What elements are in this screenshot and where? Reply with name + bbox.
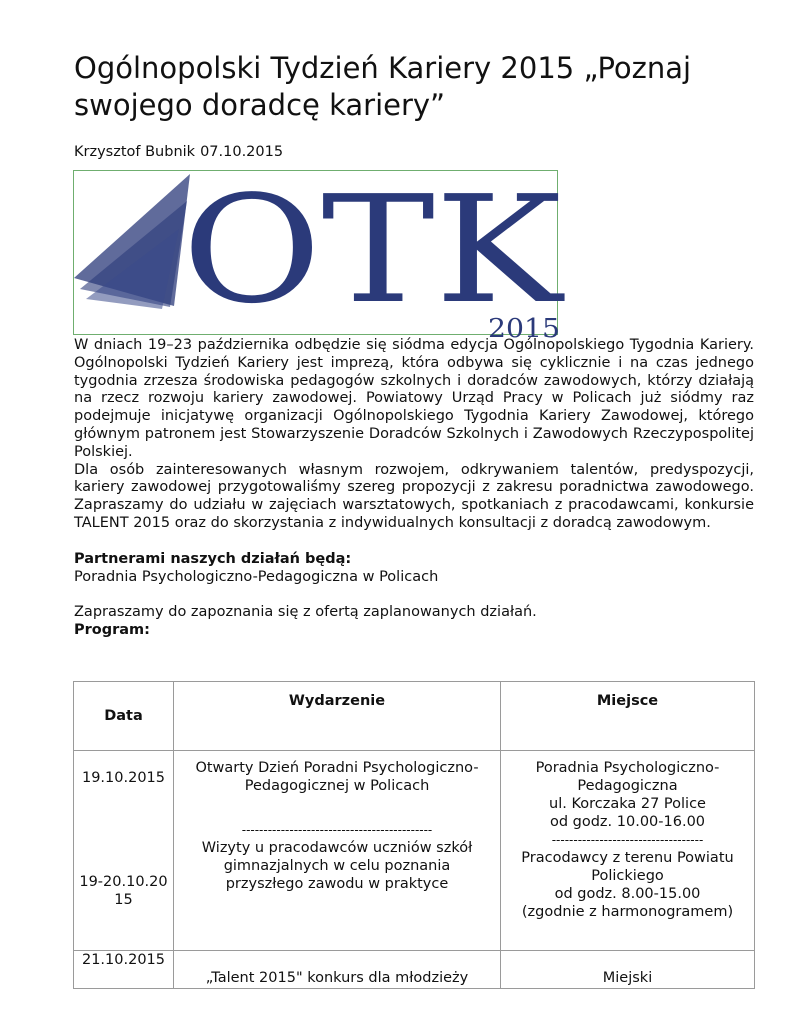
offer-paragraph: Dla osób zainteresowanych własnym rozwojem, odkrywaniem talentów, predyspozycji, kariery zawodowej przygotowaliśmy szereg propozycji z zakresu poradnictwa zawodowego. Zapraszamy do udziału w zajęciach warsztatowych, spotkaniach z pracodawcami, konkursie TALENT 2015 oraz do skorzystania z indywidualnych konsultacji z doradcą zawodowym.	[74, 461, 754, 531]
logo-text: OTK	[182, 164, 565, 336]
separator-line: -----------------------------------	[551, 833, 704, 847]
place-cell	[501, 951, 755, 989]
publish-date: 07.10.2015	[200, 144, 284, 160]
place-text: Miejski	[602, 970, 653, 986]
invite-text: Zapraszamy do zapoznania się z ofertą zaplanowanych działań.	[74, 604, 537, 621]
table-row	[74, 751, 755, 951]
table-row	[74, 951, 755, 989]
place-text: Pracodawcy z terenu Powiatu Polickiego	[521, 850, 734, 884]
program-table	[73, 681, 755, 989]
partners-text: Poradnia Psychologiczno-Pedagogiczna w Policach	[74, 568, 439, 585]
separator-line: --------------------------------------------	[241, 823, 433, 837]
partners-heading: Partnerami naszych działań będą:	[74, 550, 352, 567]
otk-logo-image	[73, 164, 565, 344]
date-cell	[74, 751, 174, 951]
article-meta	[74, 143, 288, 161]
event-text: Wizyty u pracodawców uczniów szkół gimnazjalnych w celu poznania przyszłego zawodu w praktyce	[201, 840, 473, 892]
event-text: „Talent 2015" konkurs dla młodzieży	[205, 970, 469, 986]
event-cell	[174, 951, 501, 989]
intro-paragraph: W dniach 19–23 października odbędzie się siódma edycja Ogólnopolskiego Tygodnia Kariery. Ogólnopolski Tydzień Kariery jest imprezą, która odbywa się cyklicznie i na czas jednego tygodnia zrzesza środowiska pedagogów szkolnych i doradców zawodowych, którzy działają na rzecz rozwoju kariery zawodowej. Powiatowy Urząd Pracy w Policach już siódmy raz podejmuje inicjatywę organizacji Ogólnopolskiego Tygodnia Kariery Zawodowej, którego głównym patronem jest Stowarzyszenie Doradców Szkolnych i Zawodowych Rzeczypospolitej Polskiej.	[74, 337, 754, 460]
logo-year: 2015	[488, 314, 560, 344]
place-text: od godz. 10.00-16.00	[549, 814, 706, 830]
date-text: 19-20.10.2015	[79, 874, 168, 908]
otk-logo-icon	[74, 164, 565, 344]
date-cell	[74, 951, 174, 989]
place-text: Poradnia Psychologiczno-Pedagogiczna	[535, 760, 720, 794]
place-text: (zgodnie z harmonogramem)	[521, 904, 734, 920]
place-cell	[501, 751, 755, 951]
article-body	[74, 337, 754, 640]
program-heading: Program:	[74, 622, 150, 639]
event-cell	[174, 751, 501, 951]
author-name: Krzysztof Bubnik	[74, 144, 196, 160]
table-header-row	[74, 682, 755, 751]
header-event: Wydarzenie	[174, 682, 501, 751]
header-place: Miejsce	[501, 682, 755, 751]
date-text: 21.10.2015	[81, 952, 166, 968]
event-text: Otwarty Dzień Poradni Psychologiczno-Pedagogicznej w Policach	[195, 760, 479, 794]
header-data: Data	[74, 682, 174, 751]
page-title: Ogólnopolski Tydzień Kariery 2015 „Poznaj swojego doradcę kariery”	[74, 51, 692, 122]
date-text: 19.10.2015	[81, 770, 166, 786]
place-text: od godz. 8.00-15.00	[554, 886, 701, 902]
place-text: ul. Korczaka 27 Police	[549, 796, 706, 812]
